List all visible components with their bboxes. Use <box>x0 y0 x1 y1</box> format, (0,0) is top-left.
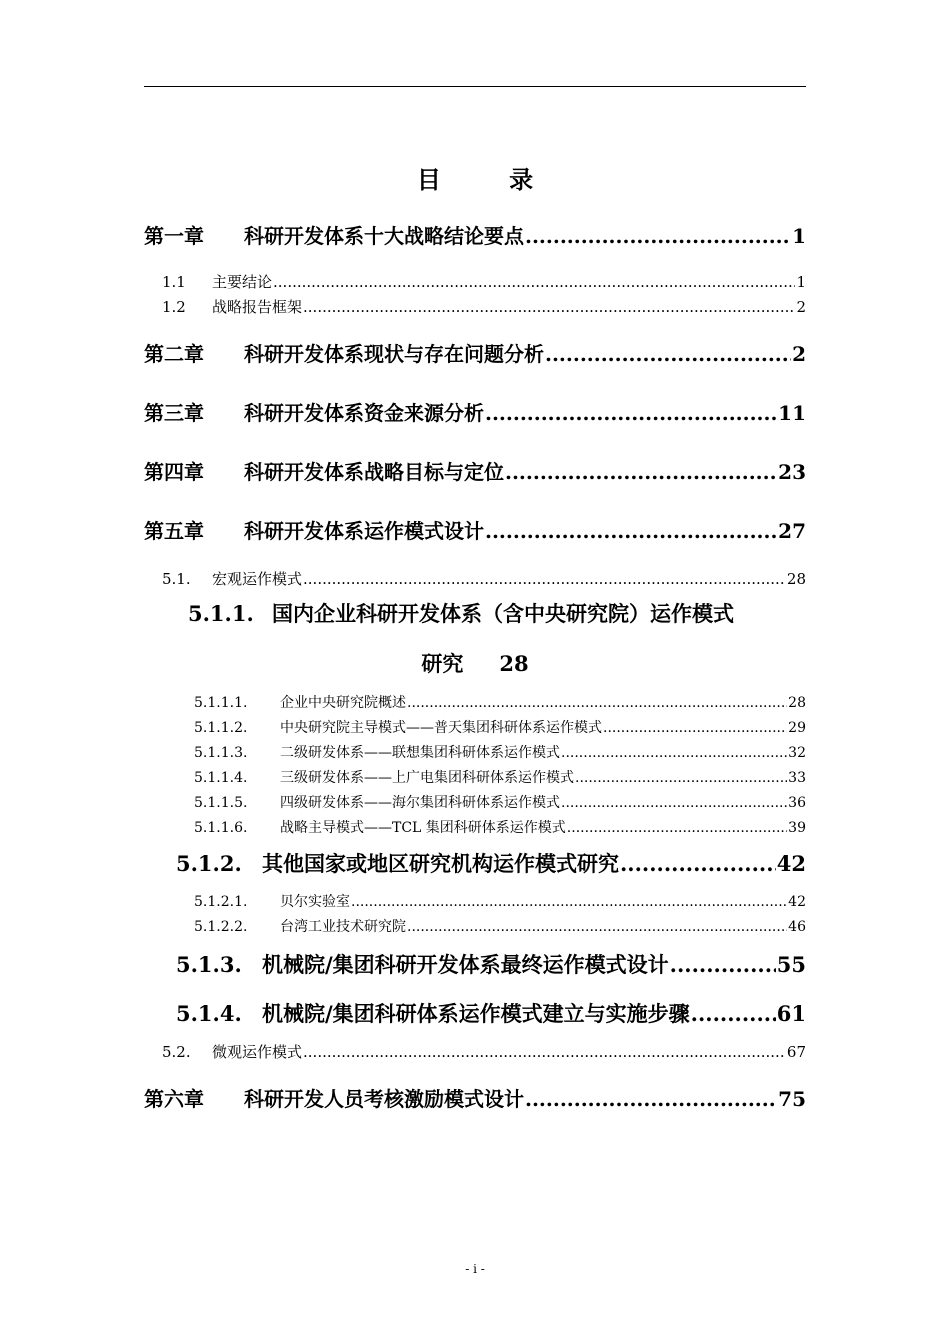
toc-text: 微观运作模式 <box>212 1043 303 1061</box>
toc-page: 46 <box>788 919 806 935</box>
toc-page: 67 <box>786 1043 806 1061</box>
toc-number: 5.1. <box>162 570 191 588</box>
toc-text: 贝尔实验室 <box>280 894 350 910</box>
toc-text: 四级研发体系——海尔集团科研体系运作模式 <box>280 795 560 811</box>
toc-chapter-5[interactable] <box>144 515 806 545</box>
toc-section-5-1[interactable] <box>162 568 806 588</box>
toc-number: 5.1.1.3. <box>194 745 248 761</box>
toc-leader <box>303 570 786 588</box>
toc-chapter-6[interactable] <box>144 1083 806 1113</box>
toc-page: 42 <box>788 894 806 910</box>
toc-leader <box>670 952 776 977</box>
toc-number: 第一章 <box>144 224 204 248</box>
toc-number: 5.1.1.6. <box>194 820 248 836</box>
toc-number: 1.2 <box>162 298 186 316</box>
toc-number: 5.1.3. <box>176 952 242 977</box>
toc-subsection-5-1-1-4[interactable] <box>194 767 806 787</box>
toc-text: 企业中央研究院概述 <box>280 695 406 711</box>
toc-text: 科研开发体系运作模式设计 <box>244 519 484 543</box>
toc-chapter-2[interactable] <box>144 338 806 368</box>
toc-section-5-2[interactable] <box>162 1041 806 1061</box>
toc-leader <box>303 298 795 316</box>
toc-subsection-5-1-2-1[interactable] <box>194 891 806 911</box>
toc-section-5-1-1[interactable] <box>188 598 806 628</box>
toc-page: 27 <box>778 519 806 543</box>
toc-section-5-1-4[interactable] <box>176 998 806 1030</box>
toc-page: 1 <box>792 224 806 248</box>
toc-number: 5.1.2.2. <box>194 919 248 935</box>
toc-number: 5.1.2. <box>176 851 242 876</box>
toc-text: 科研开发体系十大战略结论要点 <box>244 224 524 248</box>
toc-subsection-5-1-2-2[interactable] <box>194 916 806 936</box>
toc-page: 33 <box>788 770 806 786</box>
toc-subsection-5-1-1-5[interactable] <box>194 792 806 812</box>
toc-page: 75 <box>778 1087 806 1111</box>
toc-text: 主要结论 <box>212 273 273 291</box>
toc-chapter-4[interactable] <box>144 456 806 486</box>
toc-leader <box>525 224 791 248</box>
toc-page: 36 <box>788 795 806 811</box>
toc-number: 5.1.1.1. <box>194 695 248 711</box>
toc-leader <box>407 695 787 711</box>
toc-page: 32 <box>788 745 806 761</box>
toc-text: 科研开发体系战略目标与定位 <box>244 460 504 484</box>
toc-number: 第六章 <box>144 1087 204 1111</box>
toc-number: 5.2. <box>162 1043 191 1061</box>
toc-leader <box>620 851 776 876</box>
toc-text: 机械院/集团科研体系运作模式建立与实施步骤 <box>262 1001 690 1026</box>
toc-chapter-3[interactable] <box>144 397 806 427</box>
toc-subsection-5-1-1-2[interactable] <box>194 717 806 737</box>
toc-text: 科研开发人员考核激励模式设计 <box>244 1087 524 1111</box>
toc-subsection-5-1-1-1[interactable] <box>194 692 806 712</box>
toc-number: 5.1.1.5. <box>194 795 248 811</box>
toc-text: 国内企业科研开发体系（含中央研究院）运作模式 <box>272 601 734 626</box>
toc-page: 1 <box>796 273 806 291</box>
toc-leader <box>485 519 777 543</box>
toc-section-1-2[interactable] <box>162 296 806 316</box>
toc-number: 5.1.1. <box>188 601 254 626</box>
toc-number: 第五章 <box>144 519 204 543</box>
toc-title: 目 录 <box>416 165 564 194</box>
toc-leader <box>525 1087 777 1111</box>
toc-leader <box>691 1001 776 1026</box>
toc-number: 5.1.1.4. <box>194 770 248 786</box>
toc-text: 机械院/集团科研开发体系最终运作模式设计 <box>262 952 669 977</box>
toc-leader <box>561 795 787 811</box>
toc-number: 第二章 <box>144 342 204 366</box>
toc-leader <box>351 894 787 910</box>
toc-page: 28 <box>788 695 806 711</box>
toc-subsection-5-1-1-6[interactable] <box>194 817 806 837</box>
toc-section-5-1-2[interactable] <box>176 848 806 880</box>
toc-text: 三级研发体系——上广电集团科研体系运作模式 <box>280 770 574 786</box>
header-rule <box>144 86 806 87</box>
toc-text: 中央研究院主导模式——普天集团科研体系运作模式 <box>280 720 602 736</box>
toc-number: 5.1.1.2. <box>194 720 248 736</box>
toc-text: 战略主导模式——TCL 集团科研体系运作模式 <box>280 820 566 836</box>
toc-leader <box>603 720 787 736</box>
toc-page: 11 <box>778 401 806 425</box>
toc-leader <box>575 770 787 786</box>
toc-page: 2 <box>796 298 806 316</box>
toc-number: 5.1.2.1. <box>194 894 248 910</box>
toc-page: 61 <box>776 1001 806 1026</box>
toc-text: 二级研发体系——联想集团科研体系运作模式 <box>280 745 560 761</box>
toc-leader <box>273 273 795 291</box>
toc-page: 42 <box>776 851 806 876</box>
toc-leader <box>407 919 787 935</box>
toc-leader <box>303 1043 786 1061</box>
toc-page: 39 <box>788 820 806 836</box>
toc-text: 科研开发体系资金来源分析 <box>244 401 484 425</box>
toc-leader <box>561 745 787 761</box>
toc-section-5-1-3[interactable] <box>176 949 806 981</box>
toc-text: 研究 <box>421 651 464 676</box>
toc-text: 宏观运作模式 <box>212 570 303 588</box>
toc-chapter-1[interactable] <box>144 220 806 250</box>
toc-leader <box>545 342 791 366</box>
toc-subsection-5-1-1-3[interactable] <box>194 742 806 762</box>
toc-leader <box>485 401 777 425</box>
toc-page: 23 <box>778 460 806 484</box>
toc-number: 第四章 <box>144 460 204 484</box>
toc-section-5-1-1-continued[interactable] <box>144 648 806 678</box>
toc-leader <box>567 820 787 836</box>
toc-number: 第三章 <box>144 401 204 425</box>
page-number-footer: - i - <box>465 1262 485 1276</box>
toc-text: 战略报告框架 <box>212 298 303 316</box>
toc-page: 29 <box>788 720 806 736</box>
toc-page: 55 <box>776 952 806 977</box>
toc-text: 台湾工业技术研究院 <box>280 919 406 935</box>
toc-text: 科研开发体系现状与存在问题分析 <box>244 342 544 366</box>
toc-leader <box>505 460 777 484</box>
toc-page: 2 <box>792 342 806 366</box>
toc-number: 1.1 <box>162 273 186 291</box>
toc-page: 28 <box>499 651 529 676</box>
toc-section-1-1[interactable] <box>162 271 806 291</box>
toc-page: 28 <box>786 570 806 588</box>
toc-text: 其他国家或地区研究机构运作模式研究 <box>262 851 619 876</box>
toc-number: 5.1.4. <box>176 1001 242 1026</box>
